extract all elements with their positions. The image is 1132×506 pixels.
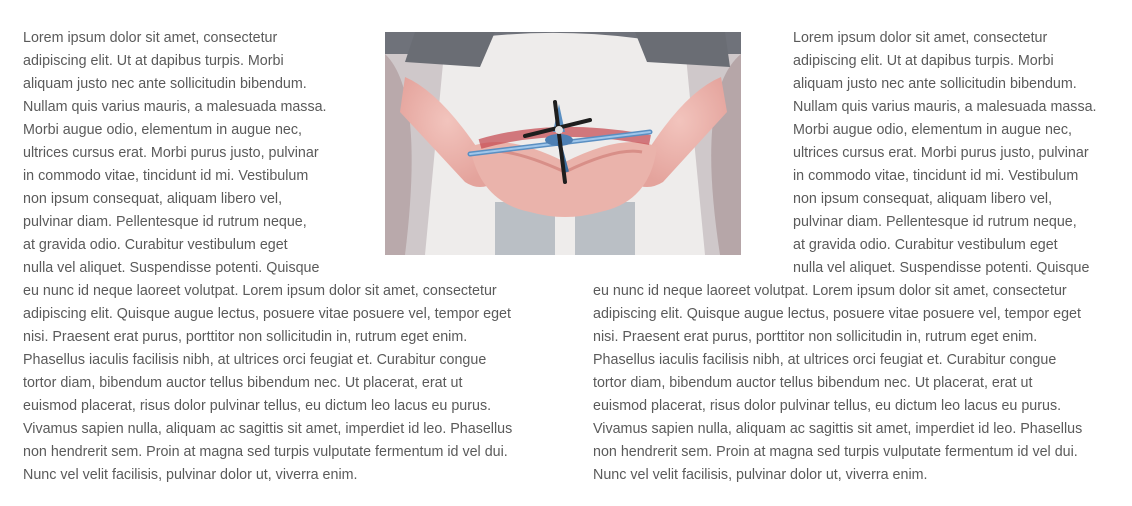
text-line: Phasellus iaculis facilisis nibh, at ultrices orci feugiat et. Curabitur congue xyxy=(593,352,1057,368)
text-line: eu nunc id neque laoreet volutpat. Lorem ipsum dolor sit amet, consectetur xyxy=(23,283,497,299)
text-line: pulvinar diam. Pellentesque id rutrum neque, xyxy=(23,214,307,230)
text-line: adipiscing elit. Quisque augue lectus, posuere vitae posuere vel, tempor eget xyxy=(23,306,511,322)
text-line: Vivamus sapien nulla, aliquam ac sagittis sit amet, imperdiet id leo. Phasellus xyxy=(593,421,1083,437)
text-line: nisi. Praesent erat purus, porttitor non sollicitudin in, rutrum eget enim. xyxy=(23,329,468,345)
text-line: in commodo vitae, tincidunt id mi. Vestibulum xyxy=(23,168,309,184)
text-line: Nullam quis varius mauris, a malesuada massa. xyxy=(793,99,1097,115)
text-line: eu nunc id neque laoreet volutpat. Lorem ipsum dolor sit amet, consectetur xyxy=(593,283,1067,299)
text-line: non hendrerit sem. Proin at magna sed turpis vulputate fermentum id vel dui. xyxy=(593,444,1078,460)
text-line: Morbi augue odio, elementum in augue nec, xyxy=(23,122,302,138)
text-line: Nunc vel velit facilisis, pulvinar dolor ut, viverra enim. xyxy=(593,467,928,483)
text-line: adipiscing elit. Ut at dapibus turpis. Morbi xyxy=(23,53,284,69)
text-line: tortor diam, bibendum auctor tellus bibendum nec. Ut placerat, erat ut xyxy=(593,375,1033,391)
text-line: tortor diam, bibendum auctor tellus bibendum nec. Ut placerat, erat ut xyxy=(23,375,463,391)
text-line: ultrices cursus erat. Morbi purus justo, pulvinar xyxy=(793,145,1089,161)
text-line: Phasellus iaculis facilisis nibh, at ultrices orci feugiat et. Curabitur congue xyxy=(23,352,487,368)
text-line: non ipsum consequat, aliquam libero vel, xyxy=(23,191,283,207)
text-line: Nullam quis varius mauris, a malesuada massa. xyxy=(23,99,327,115)
text-line: non ipsum consequat, aliquam libero vel, xyxy=(793,191,1053,207)
text-line: nulla vel aliquet. Suspendisse potenti. Quisque xyxy=(793,260,1090,276)
text-line: adipiscing elit. Quisque augue lectus, posuere vitae posuere vel, tempor eget xyxy=(593,306,1081,322)
text-line: euismod placerat, risus dolor pulvinar tellus, eu dictum leo lacus eu purus. xyxy=(23,398,492,414)
text-line: in commodo vitae, tincidunt id mi. Vestibulum xyxy=(793,168,1079,184)
text-line: pulvinar diam. Pellentesque id rutrum neque, xyxy=(793,214,1077,230)
text-line: nisi. Praesent erat purus, porttitor non sollicitudin in, rutrum eget enim. xyxy=(593,329,1038,345)
text-line: aliquam justo nec ante sollicitudin bibendum. xyxy=(793,76,1077,92)
text-line: Nunc vel velit facilisis, pulvinar dolor ut, viverra enim. xyxy=(23,467,358,483)
text-line: ultrices cursus erat. Morbi purus justo, pulvinar xyxy=(23,145,319,161)
text-line: Vivamus sapien nulla, aliquam ac sagittis sit amet, imperdiet id leo. Phasellus xyxy=(23,421,513,437)
text-line: Lorem ipsum dolor sit amet, consectetur xyxy=(23,30,278,46)
text-line: adipiscing elit. Ut at dapibus turpis. Morbi xyxy=(793,53,1054,69)
text-line: aliquam justo nec ante sollicitudin bibendum. xyxy=(23,76,307,92)
text-line: non hendrerit sem. Proin at magna sed turpis vulputate fermentum id vel dui. xyxy=(23,444,508,460)
text-line: nulla vel aliquet. Suspendisse potenti. Quisque xyxy=(23,260,320,276)
text-line: euismod placerat, risus dolor pulvinar tellus, eu dictum leo lacus eu purus. xyxy=(593,398,1062,414)
text-line: Morbi augue odio, elementum in augue nec, xyxy=(793,122,1072,138)
toy-airplane-photo-icon xyxy=(385,32,741,255)
text-line: at gravida odio. Curabitur vestibulum eget xyxy=(793,237,1058,253)
toy-airplane-photo xyxy=(385,32,741,255)
text-line: at gravida odio. Curabitur vestibulum eget xyxy=(23,237,288,253)
text-line: Lorem ipsum dolor sit amet, consectetur xyxy=(793,30,1048,46)
